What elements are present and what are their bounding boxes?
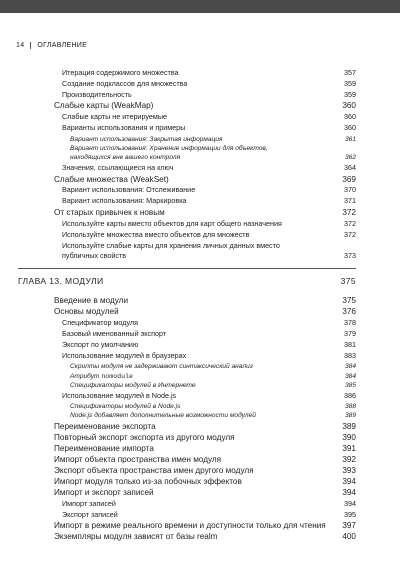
toc-entry[interactable] [70,145,356,153]
toc-entry-title: Экспорт по умолчанию [62,340,139,349]
toc-entry[interactable] [70,403,356,411]
toc-entry[interactable] [54,296,356,305]
toc-page-number: 369 [342,175,356,184]
toc-entry[interactable] [54,208,356,217]
toc-page-number: 388 [344,403,356,410]
toc-entry[interactable] [54,488,356,497]
toc-entry-title: Импорт и экспорт записей [54,488,154,497]
toc-entry-title: публичных свойств [62,251,127,260]
toc-entry[interactable] [62,124,356,132]
running-head [16,42,87,49]
toc-page-number: 362 [344,154,356,161]
toc-page-number: 359 [344,90,356,99]
toc-entry[interactable] [62,220,356,228]
toc-page-number: 364 [344,163,356,172]
toc-entry-title: Создание подклассов для множества [62,79,188,88]
toc-page-number: 376 [342,307,356,316]
toc-entry-title: Слабые карты (WeakMap) [54,101,154,110]
toc-entry-title: Спецификатор модуля [62,318,138,327]
toc-entry[interactable] [70,382,356,390]
toc-entry-title: Переименование экспорта [54,422,156,431]
toc-entry[interactable] [70,154,356,162]
chapter-rule [18,268,356,269]
toc-page-number: 389 [342,422,356,431]
toc-entry[interactable] [54,444,356,453]
toc-entry[interactable] [70,136,356,144]
toc-page-number: 383 [344,351,356,360]
toc-entry[interactable] [62,500,356,508]
toc-page-number: 394 [342,477,356,486]
toc-entry[interactable] [62,69,356,77]
toc-entry-title: Слабые множества (WeakSet) [54,175,169,184]
toc-entry[interactable] [54,521,356,530]
toc-entry-title: Итерация содержимого множества [62,68,179,77]
toc-entry[interactable] [62,511,356,519]
toc-entry-title: Импорт объекта пространства имен модуля [54,455,222,464]
toc-entry[interactable] [54,466,356,475]
toc-entry-title: Импорт в режиме реального времени и доступности только для чтения [54,521,326,530]
toc-page-number: 373 [344,251,356,260]
toc-page-number: 381 [344,340,356,349]
toc-entry[interactable] [62,319,356,327]
toc-entry-title: Вариант использования: Отслеживание [62,185,196,194]
toc-page-number: 395 [344,510,356,519]
toc-entry-title: Экспорт объекта пространства имен другого модуля [54,466,254,475]
toc-page-number: 389 [344,412,356,419]
toc-page-number: 360 [344,112,356,121]
toc-page-number: 360 [342,101,356,110]
toc-entry[interactable] [54,175,356,184]
toc-page-number: 384 [344,363,356,370]
toc-page-number: 357 [344,68,356,77]
toc-entry-title: Использование модулей в Node.js [62,391,177,400]
toc-entry-title: От старых привычек к новым [54,208,165,217]
toc-entry-title: Экземпляры модуля зависят от базы realm [54,532,218,541]
toc-entry-title: Атрибут nomodule [70,373,133,380]
toc-entry[interactable] [62,330,356,338]
toc-page-number: 394 [342,488,356,497]
toc-entry[interactable] [54,455,356,464]
toc-entry-title: Экспорт записей [62,510,118,519]
toc-page-number: 360 [344,123,356,132]
toc-entry[interactable] [62,197,356,205]
toc-entry-title: Спецификаторы модулей в Интернете [70,382,196,389]
toc-entry[interactable] [54,433,356,442]
toc-entry-title: Значения, ссылающиеся на ключ [62,163,174,172]
toc-entry[interactable] [54,422,356,431]
toc-page-number: 375 [340,276,356,286]
header-separator [30,42,31,49]
toc-page-number: 390 [342,433,356,442]
toc-page-number: 397 [342,521,356,530]
toc-entry-title: Переименование импорта [54,444,154,453]
toc-entry-title: Слабые карты не итерируемые [62,112,167,121]
toc-entry-title: Импорт записей [62,499,116,508]
toc-entry[interactable] [62,80,356,88]
toc-page-number: 371 [344,196,356,205]
toc-page-number: 386 [344,391,356,400]
toc-entry-code: nomodule [101,373,133,380]
toc-entry-title: Node.js добавляет дополнительные возможности модулей [70,412,256,419]
toc-entry[interactable] [62,231,356,239]
toc-entry[interactable] [70,412,356,420]
page-number: 14 [16,42,25,49]
toc-entry-title: Использование модулей в браузерах [62,351,187,360]
toc-entry-title: ГЛАВА 13. МОДУЛИ [18,276,104,286]
toc-entry-title: Вариант использования: Хранение информации для объектов, [70,145,268,152]
toc-page-number: 394 [344,499,356,508]
toc-entry[interactable] [70,363,356,371]
toc-entry-title: Основы модулей [54,307,119,316]
top-bar [0,0,400,13]
toc-entry-title: Производительность [62,90,132,99]
toc-chapter-heading[interactable] [18,277,356,287]
toc-entry-title: Спецификаторы модулей в Node.js [70,403,181,410]
toc-entry[interactable] [62,91,356,99]
toc-entry[interactable] [54,101,356,110]
toc-page-number: 359 [344,79,356,88]
toc-page-number: 372 [344,230,356,239]
toc-page-number: 393 [342,466,356,475]
toc-page-number: 372 [344,219,356,228]
toc-entry[interactable] [54,477,356,486]
toc-entry-title: Вариант использования: Маркировка [62,196,187,205]
toc-entry-title: Вариант использования: Закрытая информация [70,136,223,143]
toc-entry-title: Используйте карты вместо объектов для карт общего назначения [62,219,282,228]
toc-entry[interactable] [62,242,356,250]
running-head-title: ОГЛАВЛЕНИЕ [37,42,88,49]
toc-entry-title: Варианты использования и примеры [62,123,186,132]
toc-page-number: 372 [342,208,356,217]
toc-entry[interactable] [62,186,356,194]
toc-entry[interactable] [62,113,356,121]
toc-page-number: 361 [344,136,356,143]
toc-page-number: 391 [342,444,356,453]
toc-page-number: 392 [342,455,356,464]
toc-page-number: 384 [344,373,356,380]
toc-entry-title: находящихся вне вашего контроля [70,154,181,161]
toc-page-number: 378 [344,318,356,327]
toc-entry-title: Используйте слабые карты для хранения личных данных вместо [62,241,280,250]
toc-entry-title: Введение в модули [54,296,129,305]
toc-entry-title: Импорт модуля только из-за побочных эффектов [54,477,242,486]
toc-entry-title: Скрипты модуля не задерживают синтаксический анализ [70,363,253,370]
toc-entry-title: Используйте множества вместо объектов для множеств [62,230,250,239]
toc-entry[interactable] [62,252,356,260]
toc-entry[interactable] [62,352,356,360]
toc-entry[interactable] [62,341,356,349]
toc-entry[interactable] [70,373,356,381]
toc-page-number: 400 [342,532,356,541]
toc-entry-title: Повторный экспорт экспорта из другого модуля [54,433,235,442]
toc-entry[interactable] [54,307,356,316]
toc-entry-title: Базовый именованный экспорт [62,329,167,338]
toc-page-number: 385 [344,382,356,389]
toc-page-number: 375 [342,296,356,305]
toc-entry[interactable] [62,164,356,172]
toc-page-number: 370 [344,185,356,194]
toc-entry[interactable] [54,532,356,541]
toc-entry[interactable] [62,392,356,400]
toc-page-number: 379 [344,329,356,338]
